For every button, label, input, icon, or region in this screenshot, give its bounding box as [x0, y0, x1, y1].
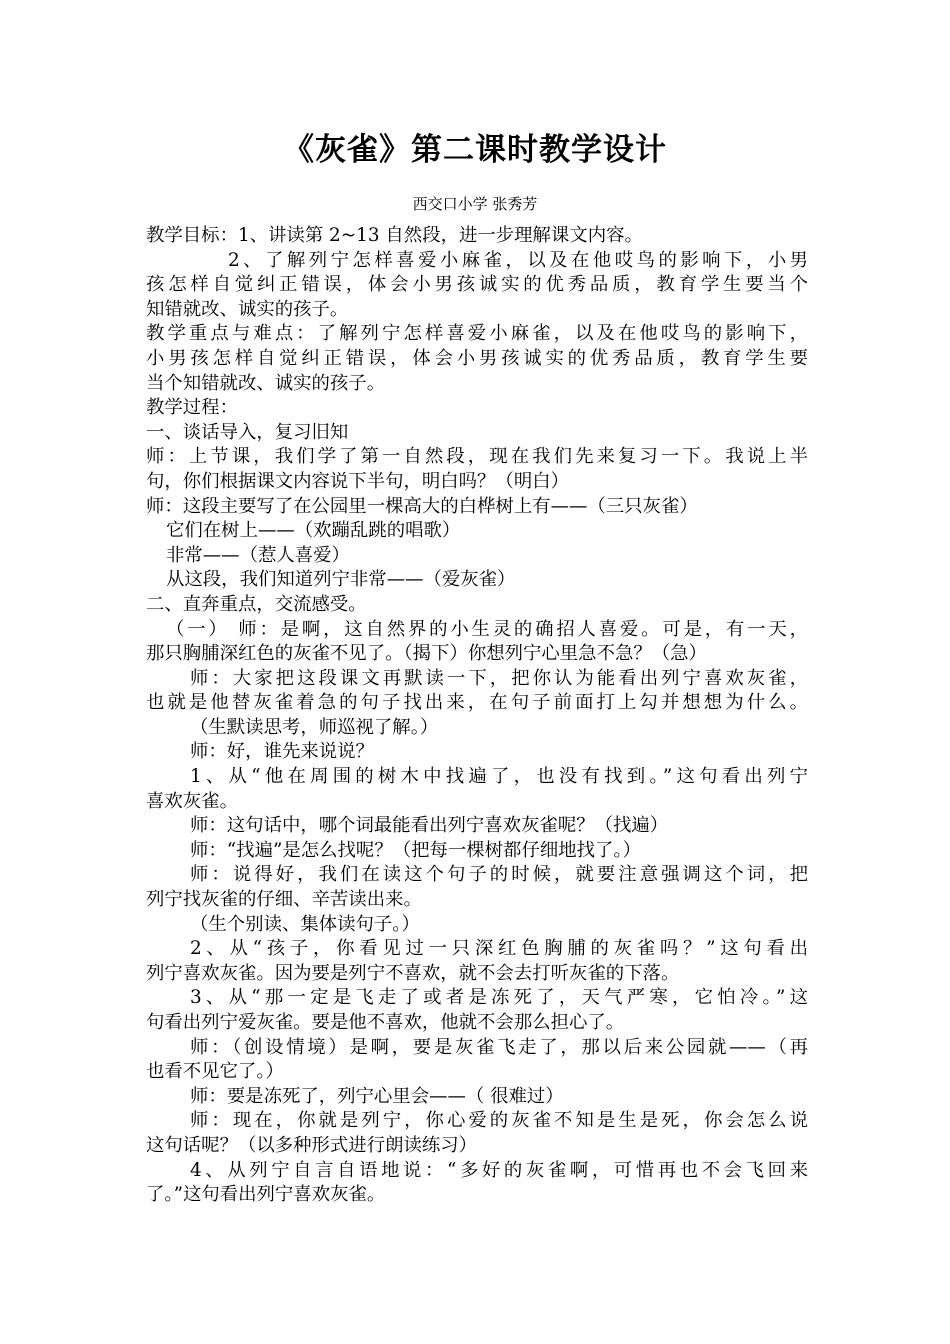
text-line: 1、从“他在周围的树木中找遍了，也没有找到。”这句看出列宁: [190, 766, 808, 788]
text-line: 从这段，我们知道列宁非常——（爱灰雀）: [166, 569, 516, 591]
text-line: 3、从“那一定是飞走了或者是冻死了，天气严寒，它怕冷。”这: [190, 987, 808, 1009]
text-line: 一、谈话导入，复习旧知: [146, 421, 349, 443]
text-line: 二、直奔重点，交流感受。: [146, 593, 367, 615]
text-line: 也就是他替灰雀着急的句子找出来，在句子前面打上勾并想想为什么。: [146, 692, 808, 714]
text-line: 2、了解列宁怎样喜爱小麻雀，以及在他哎鸟的影响下，小男: [228, 249, 808, 271]
text-line: （生个别读、集体读句子。）: [190, 913, 420, 935]
text-line: 教学过程：: [146, 397, 238, 419]
text-line: （一） 师：是啊，这自然界的小生灵的确招人喜爱。可是，有一天，: [166, 618, 808, 640]
text-line: 2、从“孩子，你看见过一只深红色胸脯的灰雀吗？”这句看出: [190, 938, 808, 960]
text-line: （生默读思考，师巡视了解。）: [190, 716, 439, 738]
text-line: 师：大家把这段课文再默读一下，把你认为能看出列宁喜欢灰雀，: [190, 667, 808, 689]
text-line: 当个知错就改、诚实的孩子。: [146, 372, 386, 394]
text-line: 非常——（惹人喜爱）: [166, 544, 350, 566]
document-body: [146, 224, 808, 1208]
text-line: 教学重点与难点：了解列宁怎样喜爱小麻雀，以及在他哎鸟的影响下，: [146, 323, 808, 345]
text-line: 师：要是冻死了，列宁心里会——（ 很难过）: [190, 1085, 564, 1107]
text-line: 师：现在，你就是列宁，你心爱的灰雀不知是生是死，你会怎么说: [190, 1110, 808, 1132]
text-line: 小男孩怎样自觉纠正错误，体会小男孩诚实的优秀品质，教育学生要: [146, 347, 808, 369]
text-line: 了。”这句看出列宁喜欢灰雀。: [146, 1184, 386, 1206]
text-line: 师：“找遍”是怎么找呢？（把每一棵树都仔细地找了。）: [190, 839, 641, 861]
text-line: 师：好，谁先来说说？: [190, 741, 374, 763]
text-line: 句，你们根据课文内容说下半句，明白吗？（明白）: [146, 470, 569, 492]
text-line: 那只胸脯深红色的灰雀不见了。（揭下）你想列宁心里急不急？（急）: [146, 643, 707, 665]
text-line: 也看不见它了。）: [146, 1061, 284, 1083]
author-line: 西交口小学 张秀芳: [412, 195, 538, 213]
text-line: 句看出列宁爱灰雀。要是他不喜欢，他就不会那么担心了。: [146, 1012, 625, 1033]
text-line: 师：这句话中，哪个词最能看出列宁喜欢灰雀呢？（找遍）: [190, 815, 669, 837]
text-line: 师：上节课，我们学了第一自然段，现在我们先来复习一下。我说上半: [146, 446, 808, 468]
text-line: 喜欢灰雀。: [146, 790, 238, 812]
document-title: 《灰雀》第二课时教学设计: [283, 132, 667, 168]
text-line: 教学目标：1、讲读第 2~13 自然段，进一步理解课文内容。: [146, 225, 643, 246]
text-line: 它们在树上——（欢蹦乱跳的唱歌）: [166, 520, 461, 542]
text-line: 师：说得好，我们在读这个句子的时候，就要注意强调这个词，把: [190, 864, 808, 886]
text-line: 列宁喜欢灰雀。因为要是列宁不喜欢，就不会去打听灰雀的下落。: [146, 962, 680, 984]
text-line: 师：这段主要写了在公园里一棵高大的白桦树上有——（三只灰雀）: [146, 495, 698, 517]
text-line: 师：（创设情境）是啊，要是灰雀飞走了，那以后来公园就——（再: [190, 1036, 808, 1058]
text-line: 这句话呢？（以多种形式进行朗读练习）: [146, 1134, 478, 1156]
text-line: 4、从列宁自言自语地说：“多好的灰雀啊，可惜再也不会飞回来: [190, 1159, 808, 1181]
text-line: 孩怎样自觉纠正错误，体会小男孩诚实的优秀品质，教育学生要当个: [146, 274, 808, 296]
text-line: 知错就改、诚实的孩子。: [146, 298, 349, 320]
text-line: 列宁找灰雀的仔细、辛苦读出来。: [146, 889, 422, 911]
